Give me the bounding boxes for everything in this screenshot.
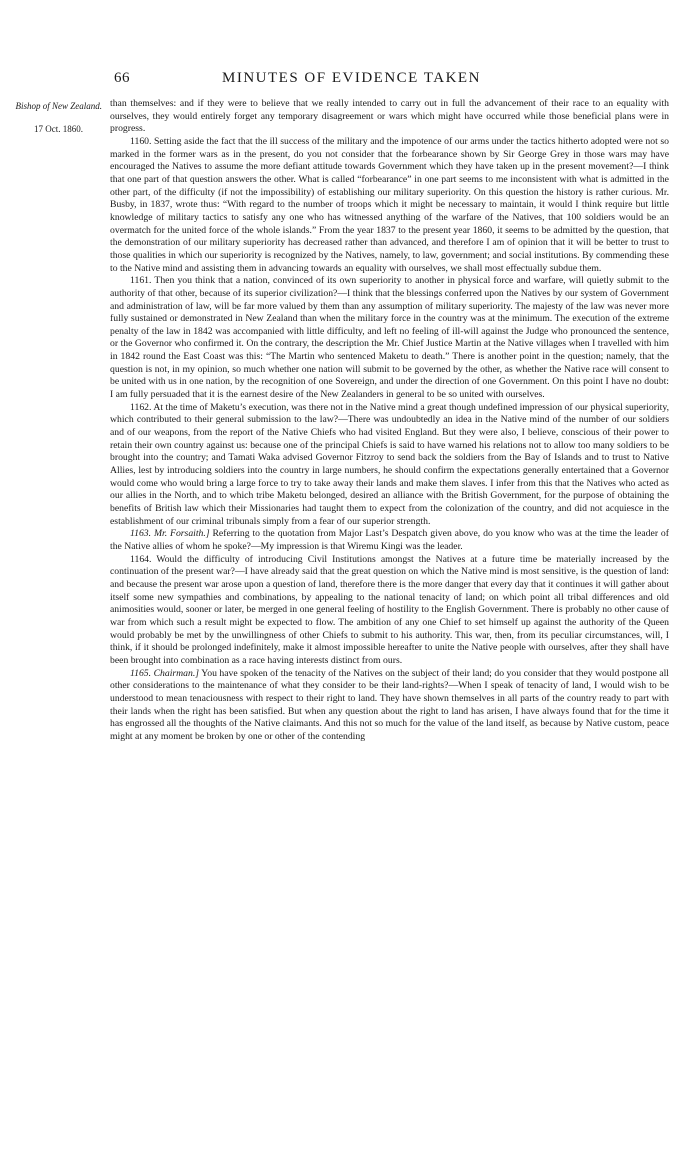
questioner: 1165. Chairman.] xyxy=(130,667,200,679)
margin-notes xyxy=(6,101,102,135)
running-head xyxy=(0,70,700,90)
witness-name: Bishop of New Zealand. xyxy=(15,101,102,111)
paragraph-q1161: 1161. Then you think that a nation, convinced of its own superiority to another in physical force and warfare, will quietly submit to the authority of that other, because of its superior civilization?—I think that the blessings conferred upon the Natives by our system of Government and administration of law, will be far more valued by them than any assumption of military superiority. The majesty of the law was never more fully sustained or demonstrated in New Zealand than when the military force in the country was at the minimum. The execution of the extreme penalty of the law in 1842 was accompanied with little difficulty, and left no feeling of ill-will against the Judge who pronounced the sentence, or the Governor who confirmed it. On the contrary, the description the Mr. Chief Justice Martin at the Native villages when I travelled with him in 1842 round the East Coast was this: “The Martin who sentenced Maketu to death.” There is another point in the question; namely, that the question is not, in my opinion, so much whether one nation will submit to be governed by the other, as whether the Native race will consent to be united with us in one nation, by the recognition of one Sovereign, and under the direction of one Government. On this point I have no doubt: I am fully persuaded that it is the earnest desire of the New Zealanders in general to be so united with ourselves. xyxy=(110,275,669,401)
paragraph-continuation: than themselves: and if they were to believe that we really intended to carry out in full the advancement of their race to an equality with ourselves, they would entirely forget any temporary disagreement or wars which might have occurred while those beneficial plans were in progress. xyxy=(110,98,669,135)
evidence-text xyxy=(110,98,669,743)
paragraph-q1160: 1160. Setting aside the fact that the ill success of the military and the impotence of our arms under the tactics hitherto adopted were not so marked in the former wars as in the present, do you not consider that the forbearance shown by Sir George Grey in those wars may have encouraged the Natives to assume the more defiant attitude towards Government which they have taken up in the present movement?—I think that one part of that question answers the other. What is called “forbearance” in one part seems to me inconsistent with what is admitted in the other part, of the difficulty (if not the impossibility) of establishing our military superiority. On this question the history is rather curious. Mr. Busby, in 1837, wrote thus: “With regard to the number of troops which it might be necessary to maintain, it would I think require but little knowledge of military tactics to satisfy any one who has witnessed anything of the warfare of the Natives, that 100 soldiers would be an overmatch for the united force of the whole islands.” From the year 1837 to the present year 1860, it seems to be admitted by the question, that the demonstration of our military superiority has decreased rather than advanced, and therefore I am of opinion that it will be better to trust to those qualities in which our superiority is recognized by the Natives, namely, to law, government; and social institutions. By commending these to the Native mind and assisting them in advancing towards an equality with ourselves, we shall most effectually subdue them. xyxy=(110,135,669,274)
paragraph-q1165: 1165. Chairman.] You have spoken of the tenacity of the Natives on the subject of their land; do you consider that they would postpone all other considerations to the maintenance of what they consider to be their land-rights?—When I speak of tenacity of land, I would wish to be understood to mean tenaciousness with respect to their right to land. They have shown themselves in all parts of the country ready to part with their lands when the right has been satisfied. But when any question about the right to land has arisen, I have always found that for the time it has engrossed all the thoughts of the Native claimants. And this not so much for the value of the land itself, as because by Native custom, peace might at any moment be broken by one or other of the contending xyxy=(110,667,669,742)
page-number: 66 xyxy=(114,70,130,86)
paragraph-q1164: 1164. Would the difficulty of introducing Civil Institutions amongst the Natives at a future time be materially increased by the continuation of the present war?—I have already said that the great question on which the Native mind is most sensitive, is the question of land: and because the present war arose upon a question of land, therefore there is the more danger that every day that it continues it will gather about itself some new sympathies and combinations, by appealing to the national tenacity of land; on which point all tribal differences and old animosities would, sooner or later, be merged in one general feeling of hostility to the English Government. There is probably no other cause of war from which such a result might be expected to flow. The ambition of any one Chief to set himself up against the authority of the Queen would probably be met by the unwillingness of other Chiefs to submit to his authority. This war, then, from its peculiar circumstances, will, I think, if it should be prolonged indefinitely, make it almost impossible hereafter to unite the Native people with ourselves, after they shall have been brought into combination as a race having interests distinct from ours. xyxy=(110,553,669,666)
paragraph-q1163: 1163. Mr. Forsaith.] Referring to the quotation from Major Last’s Despatch given above, do you know who was at the time the leader of the Native allies of whom he spoke?—My impression is that Wiremu Kingi was the leader. xyxy=(110,528,670,552)
page-title: MINUTES OF EVIDENCE TAKEN xyxy=(222,70,481,86)
paragraph-q1162: 1162. At the time of Maketu’s execution, was there not in the Native mind a great though undefined impression of our physical superiority, which contributed to their general submission to the law?—There was undoubtedly an idea in the Native mind of the number of our soldiers and of our weapons, from the report of the Native Chiefs who had visited England. But they were also, I believe, conscious of their power to retain their own country against us: because one of the principal Chiefs is said to have warned his relations not to allow too many soldiers to be brought into the country; and Tamati Waka advised Governor Fitzroy to send back the soldiers from the Bay of Islands and to trust to Native Allies, lest by introducing soldiers into the country in large numbers, he should confirm the expectations generally entertained that a Governor would come who would bring a large force to try to take away their lands and make them slaves. I infer from this that the Natives who acted as our allies in the North, and to which tribe Maketu belonged, desired an alliance with the British Government, for the purpose of obtaining the benefits of British law which their Missionaries had taught them to expect from the colonization of the country, and did not acquiesce in the establishment of our criminal tribunals simply from a fear of our superior strength. xyxy=(110,401,669,527)
questioner: 1163. Mr. Forsaith.] xyxy=(130,528,210,540)
session-date: 17 Oct. 1860. xyxy=(34,124,83,134)
